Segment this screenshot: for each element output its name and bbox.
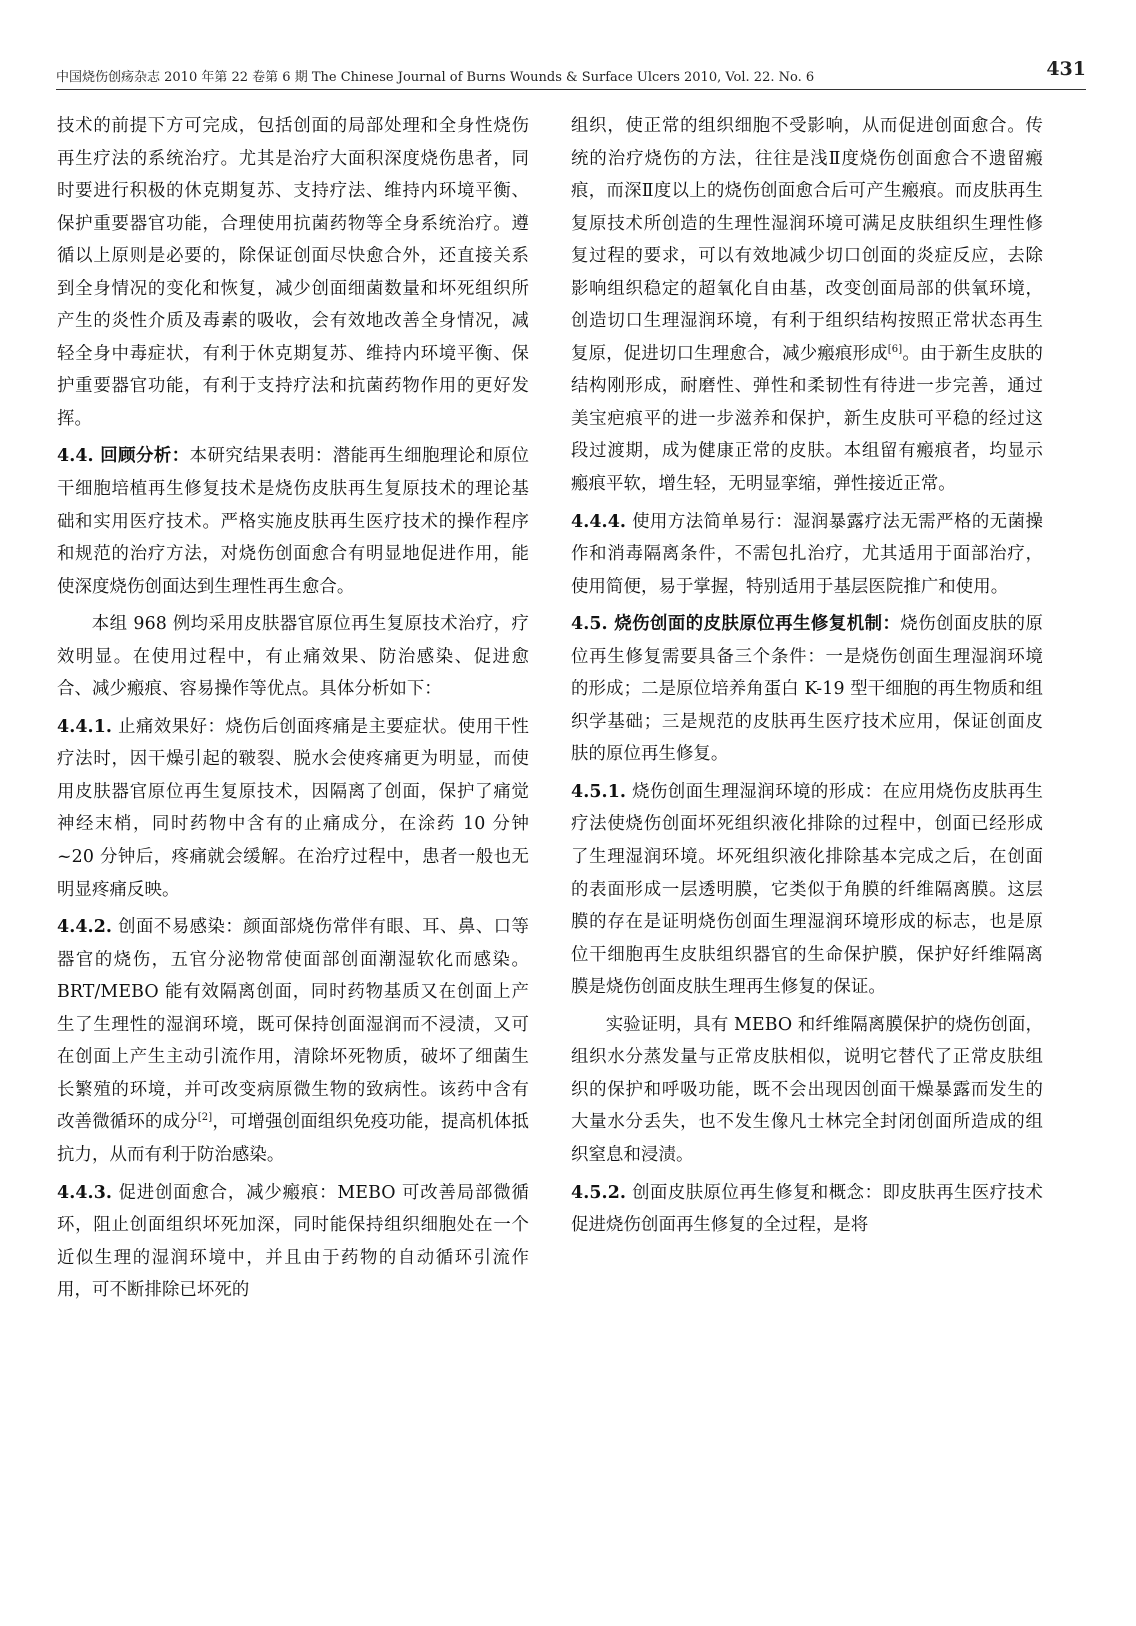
journal-citation: 中国烧伤创疡杂志 2010 年第 22 卷第 6 期 The Chinese Journal of Burns Wounds & Surface Ulcers 2010, Vol. 22. No. 6 — [56, 70, 815, 85]
section-paragraph: 4.4.4. 使用方法简单易行：湿润暴露疗法无需严格的无菌操作和消毒隔离条件，不需包扎治疗，尤其适用于面部治疗，使用简便，易于掌握，特别适用于基层医院推广和使用。 — [571, 511, 1043, 597]
section-heading: 4.4.2. — [57, 917, 113, 938]
section-paragraph: 4.5. 烧伤创面的皮肤原位再生修复机制：烧伤创面皮肤的原位再生修复需要具备三个条件：一是烧伤创面生理湿润环境的形成；二是原位培养角蛋白 K-19 型干细胞的再生物质和组织学基础；三是规范的皮肤再生医疗技术应用，保证创面皮肤的原位再生修复。 — [571, 614, 1043, 765]
section-paragraph: 4.4.1. 止痛效果好：烧伤后创面疼痛是主要症状。使用干性疗法时，因干燥引起的皲裂、脱水会使疼痛更为明显，而使用皮肤器官原位再生复原技术，因隔离了创面，保护了痛觉神经末梢，同时药物中含有的止痛成分，在涂药 10 分钟 ~20 分钟后，疼痛就会缓解。在治疗过程中，患者一般也无明显疼痛反映。 — [57, 716, 529, 900]
paragraph: 技术的前提下方可完成，包括创面的局部处理和全身性烧伤再生疗法的系统治疗。尤其是治疗大面积深度烧伤患者，同时要进行积极的休克期复苏、支持疗法、维持内环境平衡、保护重要器官功能，合理使用抗菌药物等全身系统治疗。遵循以上原则是必要的，除保证创面尽快愈合外，还直接关系到全身情况的变化和恢复，减少创面细菌数量和坏死组织所产生的炎性介质及毒素的吸收，会有效地改善全身情况，减轻全身中毒症状，有利于休克期复苏、维持内环境平衡、保护重要器官功能，有利于支持疗法和抗菌药物作用的更好发挥。 — [57, 116, 529, 429]
section-paragraph: 4.4. 回顾分析：本研究结果表明：潜能再生细胞理论和原位干细胞培植再生修复技术是烧伤皮肤再生复原技术的理论基础和实用医疗技术。严格实施皮肤再生医疗技术的操作程序和规范的治疗方法，对烧伤创面愈合有明显地促进作用，能使深度烧伤创面达到生理性再生愈合。 — [57, 446, 529, 597]
page-number: 431 — [1046, 58, 1086, 80]
section-paragraph: 4.5.2. 创面皮肤原位再生修复和概念：即皮肤再生医疗技术促进烧伤创面再生修复的全过程，是将 — [571, 1182, 1043, 1236]
section-heading: 4.4. 回顾分析： — [57, 446, 190, 467]
section-heading: 4.5. 烧伤创面的皮肤原位再生修复机制： — [571, 614, 901, 635]
section-heading: 4.4.1. — [57, 716, 113, 737]
running-header — [56, 58, 1086, 88]
reference-marker: [2] — [197, 1112, 213, 1124]
paragraph: 实验证明，具有 MEBO 和纤维隔离膜保护的烧伤创面，组织水分蒸发量与正常皮肤相似，说明它替代了正常皮肤组织的保护和呼吸功能，既不会出现因创面干燥暴露而发生的大量水分丢失，也不发生像凡士林完全封闭创面所造成的组织窒息和浸渍。 — [571, 1014, 1043, 1165]
section-heading: 4.5.1. — [571, 781, 627, 802]
paragraph: 组织，使正常的组织细胞不受影响，从而促进创面愈合。传统的治疗烧伤的方法，往往是浅Ⅱ度烧伤创面愈合不遗留瘢痕，而深Ⅱ度以上的烧伤创面愈合后可产生瘢痕。而皮肤再生复原技术所创造的生理性湿润环境可满足皮肤组织生理性修复过程的要求，可以有效地减少切口创面的炎症反应，去除影响组织稳定的超氧化自由基，改变创面局部的供氧环境，创造切口生理湿润环境，有利于组织结构按照正常状态再生复原，促进切口生理愈合，减少瘢痕形成[6]。由于新生皮肤的结构刚形成，耐磨性、弹性和柔韧性有待进一步完善，通过美宝疤痕平的进一步滋养和保护，新生皮肤可平稳的经过这段过渡期，成为健康正常的皮肤。本组留有瘢痕者，均显示瘢痕平软，增生轻，无明显挛缩，弹性接近正常。 — [571, 116, 1043, 495]
section-paragraph: 4.5.1. 烧伤创面生理湿润环境的形成：在应用烧伤皮肤再生疗法使烧伤创面坏死组织液化排除的过程中，创面已经形成了生理湿润环境。坏死组织液化排除基本完成之后，在创面的表面形成一层透明膜，它类似于角膜的纤维隔离膜。这层膜的存在是证明烧伤创面生理湿润环境形成的标志，也是原位干细胞再生皮肤组织器官的生命保护膜，保护好纤维隔离膜是烧伤创面皮肤生理再生修复的保证。 — [571, 781, 1043, 998]
left-column — [57, 110, 529, 1307]
section-heading: 4.4.4. — [571, 511, 627, 532]
section-paragraph: 4.4.3. 促进创面愈合，减少瘢痕：MEBO 可改善局部微循环，阻止创面组织坏死加深，同时能保持组织细胞处在一个近似生理的湿润环境中，并且由于药物的自动循环引流作用，可不断排除已坏死的 — [57, 1182, 529, 1301]
reference-marker: [6] — [887, 344, 903, 356]
header-rule — [56, 89, 1086, 90]
section-heading: 4.5.2. — [571, 1182, 627, 1203]
right-column — [571, 110, 1043, 1242]
section-heading: 4.4.3. — [57, 1182, 113, 1203]
section-paragraph: 4.4.2. 创面不易感染：颜面部烧伤常伴有眼、耳、鼻、口等器官的烧伤，五官分泌物常使面部创面潮湿软化而感染。BRT/MEBO 能有效隔离创面，同时药物基质又在创面上产生了生理性的湿润环境，既可保持创面湿润而不浸渍，又可在创面上产生主动引流作用，清除坏死物质，破坏了细菌生长繁殖的环境，并可改变病原微生物的致病性。该药中含有改善微循环的成分[2]，可增强创面组织免疫功能，提高机体抵抗力，从而有利于防治感染。 — [57, 917, 529, 1165]
paragraph: 本组 968 例均采用皮肤器官原位再生复原技术治疗，疗效明显。在使用过程中，有止痛效果、防治感染、促进愈合、减少瘢痕、容易操作等优点。具体分析如下： — [57, 614, 529, 700]
